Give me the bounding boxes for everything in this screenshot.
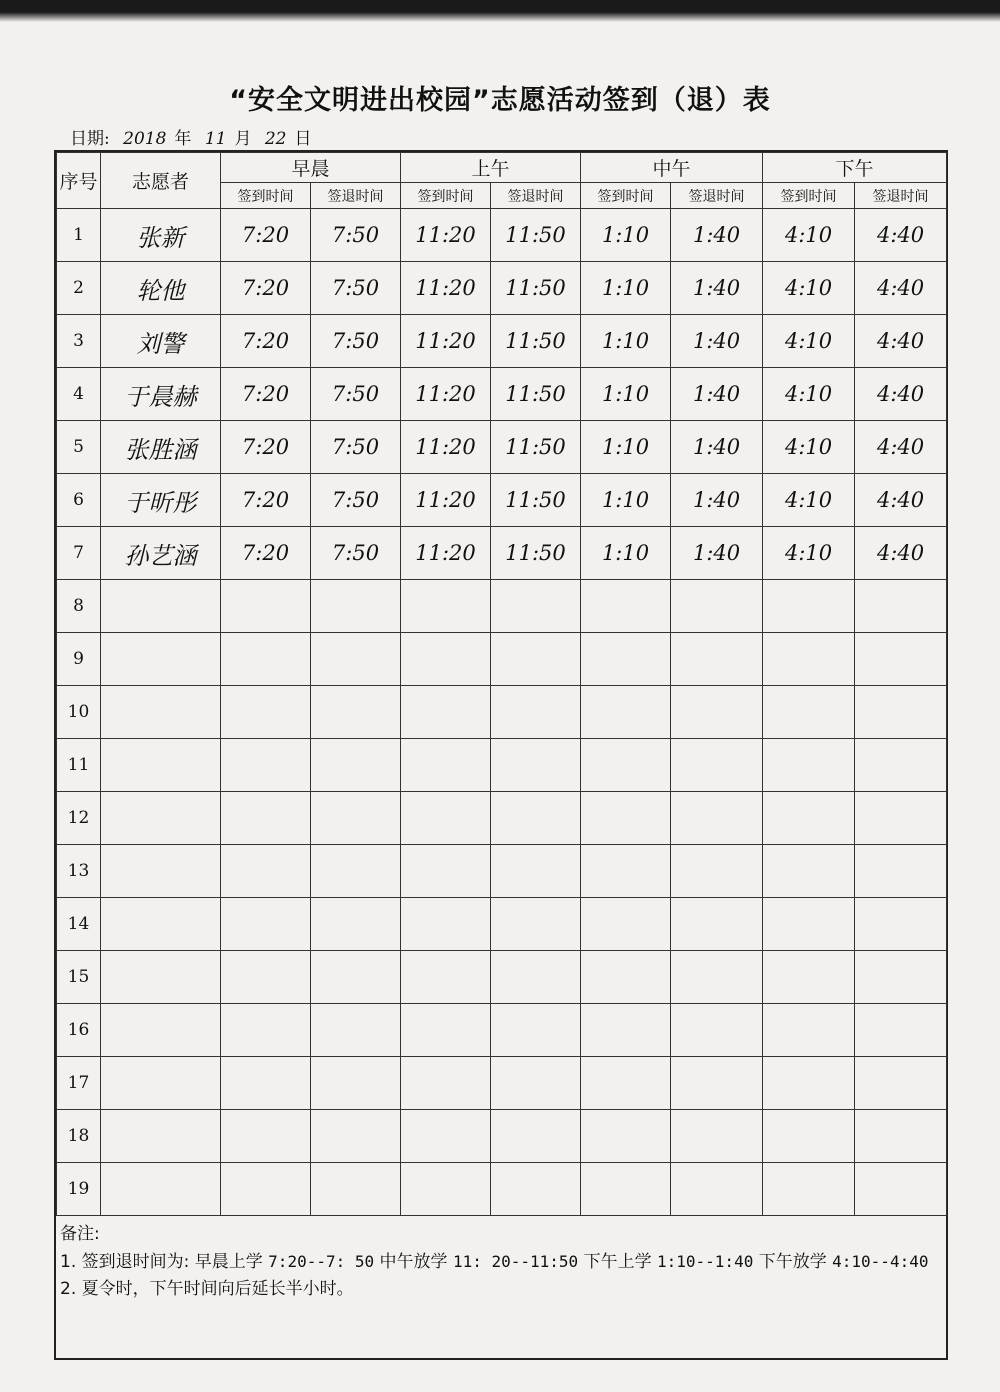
row-index: 15 [57,951,101,1004]
table-row [57,209,947,262]
row-index: 18 [57,1110,101,1163]
volunteer-signature [101,792,221,845]
sign-in-time-cell [581,845,671,898]
sign-in-time-cell: 4:10 [763,527,855,580]
volunteer-signature: 于昕彤 [101,474,221,527]
volunteer-signature: 刘警 [101,315,221,368]
sign-out-time-cell: 1:40 [671,368,763,421]
sign-out-time-cell [671,1057,763,1110]
sign-in-time-cell: 4:10 [763,421,855,474]
sign-out-time-cell: 4:40 [855,527,947,580]
sign-in-time-cell [401,686,491,739]
sign-in-time-cell [763,1057,855,1110]
date-day: 22 [264,129,287,149]
sign-in-time-cell [581,951,671,1004]
sign-out-time-cell [671,951,763,1004]
sign-out-time-cell [855,686,947,739]
sign-in-time-cell: 4:10 [763,368,855,421]
sign-in-time-cell: 7:20 [221,474,311,527]
sign-in-time-cell [763,633,855,686]
sign-out-time-cell [671,739,763,792]
sign-out-time-cell [311,739,401,792]
sign-out-time-cell [311,633,401,686]
header-sign-out: 签退时间 [671,183,763,209]
sign-out-time-cell [855,633,947,686]
table-row [57,1163,947,1216]
sign-in-time-cell: 1:10 [581,262,671,315]
volunteer-signature [101,898,221,951]
header-period-morning: 早晨 [221,153,401,183]
sign-in-time-cell [763,1163,855,1216]
sign-out-time-cell: 11:50 [491,209,581,262]
sign-in-time-cell: 7:20 [221,209,311,262]
volunteer-signature: 张新 [101,209,221,262]
sign-out-time-cell: 4:40 [855,368,947,421]
notes-morning-range: 7:20--7: 50 [268,1252,375,1271]
sign-out-time-cell [855,1110,947,1163]
sign-in-time-cell [401,792,491,845]
header-volunteer: 志愿者 [101,153,221,209]
date-month: 11 [204,129,227,149]
sign-in-time-cell: 7:20 [221,262,311,315]
table-row [57,739,947,792]
header-sign-in: 签到时间 [581,183,671,209]
sign-in-time-cell [581,739,671,792]
sign-out-time-cell [855,1057,947,1110]
sign-out-time-cell: 11:50 [491,421,581,474]
header-sign-in: 签到时间 [401,183,491,209]
notes-noon-range: 11: 20--11:50 [452,1252,579,1271]
sign-out-time-cell: 11:50 [491,527,581,580]
sign-out-time-cell [491,1110,581,1163]
volunteer-signature [101,686,221,739]
table-body [57,209,947,1216]
sign-out-time-cell: 1:40 [671,527,763,580]
sign-in-time-cell: 11:20 [401,262,491,315]
sign-out-time-cell: 1:40 [671,421,763,474]
sign-in-time-cell: 4:10 [763,315,855,368]
volunteer-signature [101,1163,221,1216]
sign-in-time-cell [221,951,311,1004]
table-row [57,1004,947,1057]
date-label: 日期: [70,129,110,149]
header-index: 序号 [57,153,101,209]
header-sign-out: 签退时间 [491,183,581,209]
volunteer-signature [101,739,221,792]
sign-in-time-cell [581,633,671,686]
sign-out-time-cell [311,951,401,1004]
sign-out-time-cell [491,580,581,633]
sign-in-time-cell [401,845,491,898]
sign-out-time-cell [311,845,401,898]
sign-in-time-cell [401,1057,491,1110]
sign-in-time-cell [763,1110,855,1163]
sign-in-time-cell [221,792,311,845]
sign-in-time-cell: 7:20 [221,315,311,368]
sign-in-time-cell: 11:20 [401,368,491,421]
sign-out-time-cell: 4:40 [855,315,947,368]
sign-in-time-cell [581,1163,671,1216]
sign-out-time-cell [671,792,763,845]
date-day-unit: 日 [294,129,312,149]
sign-out-time-cell [671,580,763,633]
row-index: 14 [57,898,101,951]
row-index: 5 [57,421,101,474]
sign-in-time-cell: 11:20 [401,474,491,527]
table-row [57,951,947,1004]
sign-in-time-cell [581,792,671,845]
table-row [57,898,947,951]
table-row [57,368,947,421]
row-index: 11 [57,739,101,792]
sign-in-time-cell: 7:20 [221,421,311,474]
sign-out-time-cell [855,580,947,633]
sign-in-time-cell [581,1057,671,1110]
sign-out-time-cell: 11:50 [491,368,581,421]
row-index: 7 [57,527,101,580]
volunteer-signature: 于晨赫 [101,368,221,421]
sign-out-time-cell: 7:50 [311,368,401,421]
sign-in-time-cell: 4:10 [763,262,855,315]
sign-out-time-cell [671,633,763,686]
table-row [57,845,947,898]
sign-in-time-cell [401,898,491,951]
sign-in-time-cell [763,739,855,792]
sign-in-time-cell [401,1163,491,1216]
volunteer-signature [101,1004,221,1057]
table-row [57,633,947,686]
sign-in-time-cell [221,1163,311,1216]
volunteer-signature [101,633,221,686]
sign-in-time-cell [221,845,311,898]
page-title: “安全文明进出校园”志愿活动签到（退）表 [229,85,771,116]
sign-out-time-cell: 4:40 [855,262,947,315]
sign-in-time-cell [221,1004,311,1057]
table-row [57,421,947,474]
sign-out-time-cell [311,580,401,633]
volunteer-signature: 轮他 [101,262,221,315]
notes-afternoon-out-label: 下午放学 [758,1252,827,1272]
header-sign-in: 签到时间 [221,183,311,209]
sign-in-time-cell [401,633,491,686]
date-year-unit: 年 [174,129,192,149]
header-period-forenoon: 上午 [401,153,581,183]
sign-out-time-cell [491,633,581,686]
sign-out-time-cell [491,1004,581,1057]
volunteer-signature [101,1110,221,1163]
volunteer-signature [101,580,221,633]
row-index: 12 [57,792,101,845]
sign-in-time-cell [221,898,311,951]
row-index: 19 [57,1163,101,1216]
sign-out-time-cell [671,845,763,898]
sign-out-time-cell: 7:50 [311,527,401,580]
table-row [57,686,947,739]
row-index: 13 [57,845,101,898]
sign-out-time-cell: 1:40 [671,315,763,368]
sign-out-time-cell [855,1004,947,1057]
sign-out-time-cell: 7:50 [311,315,401,368]
sign-out-time-cell: 4:40 [855,474,947,527]
row-index: 8 [57,580,101,633]
sign-in-time-cell [763,686,855,739]
sign-out-time-cell: 11:50 [491,315,581,368]
sign-out-time-cell [671,686,763,739]
sign-in-time-cell: 4:10 [763,209,855,262]
sign-out-time-cell [855,845,947,898]
table-row [57,792,947,845]
sign-in-time-cell [581,686,671,739]
sign-out-time-cell [671,1004,763,1057]
sign-in-time-cell [221,739,311,792]
sign-in-time-cell [581,898,671,951]
sign-out-time-cell [311,1163,401,1216]
sign-in-time-cell [401,951,491,1004]
sign-in-time-cell [401,580,491,633]
sign-out-time-cell: 1:40 [671,262,763,315]
sign-out-time-cell [311,686,401,739]
sign-in-time-cell: 7:20 [221,368,311,421]
signin-table [56,152,947,1216]
notes-afternoon-out-range: 4:10--4:40 [832,1252,929,1271]
sign-out-time-cell [311,1110,401,1163]
sign-out-time-cell: 11:50 [491,474,581,527]
sign-out-time-cell [671,1163,763,1216]
sign-in-time-cell: 11:20 [401,527,491,580]
table-row [57,580,947,633]
sign-out-time-cell [491,1163,581,1216]
row-index: 1 [57,209,101,262]
sign-in-time-cell [221,1110,311,1163]
sign-in-time-cell: 11:20 [401,315,491,368]
sign-in-time-cell [581,580,671,633]
sign-out-time-cell: 11:50 [491,262,581,315]
table-row [57,474,947,527]
row-index: 2 [57,262,101,315]
sign-out-time-cell [491,686,581,739]
volunteer-signature: 孙艺涵 [101,527,221,580]
sign-out-time-cell [491,792,581,845]
notes-afternoon-in-label: 下午上学 [583,1252,652,1272]
sign-out-time-cell: 4:40 [855,421,947,474]
notes-heading: 备注: [60,1224,100,1244]
sign-out-time-cell [311,1057,401,1110]
sign-out-time-cell: 1:40 [671,474,763,527]
row-index: 16 [57,1004,101,1057]
sign-out-time-cell [311,898,401,951]
row-index: 6 [57,474,101,527]
scan-edge-shadow [0,0,1000,22]
date-year: 2018 [123,129,167,149]
notes-line-2: 2. 夏令时，下午时间向后延长半小时。 [60,1279,354,1299]
sign-out-time-cell [491,845,581,898]
sign-in-time-cell [763,845,855,898]
table-row [57,527,947,580]
date-month-unit: 月 [234,129,252,149]
sign-in-time-cell: 1:10 [581,474,671,527]
sign-out-time-cell: 4:40 [855,209,947,262]
row-index: 9 [57,633,101,686]
sign-in-time-cell [221,580,311,633]
sign-in-time-cell [401,739,491,792]
sign-in-time-cell: 1:10 [581,368,671,421]
sign-out-time-cell [311,1004,401,1057]
notes-noon-label: 中午放学 [379,1252,448,1272]
date-line [70,124,312,149]
sign-in-time-cell [401,1004,491,1057]
notes-line-1-intro: 1. 签到退时间为: 早晨上学 [60,1252,263,1272]
sign-in-time-cell [763,898,855,951]
row-index: 3 [57,315,101,368]
sign-in-time-cell [581,1110,671,1163]
sign-in-time-cell [763,580,855,633]
sign-out-time-cell [855,898,947,951]
sign-in-time-cell: 1:10 [581,527,671,580]
sign-in-time-cell [763,951,855,1004]
sign-in-time-cell: 11:20 [401,421,491,474]
sign-out-time-cell [491,951,581,1004]
sign-in-time-cell [581,1004,671,1057]
sign-out-time-cell: 7:50 [311,262,401,315]
signin-sheet [54,150,948,1360]
volunteer-signature [101,1057,221,1110]
sign-out-time-cell [855,739,947,792]
sign-in-time-cell [763,1004,855,1057]
sign-out-time-cell: 7:50 [311,209,401,262]
volunteer-signature: 张胜涵 [101,421,221,474]
header-period-noon: 中午 [581,153,763,183]
notes-section [56,1215,946,1303]
row-index: 17 [57,1057,101,1110]
table-row [57,1057,947,1110]
notes-line-1 [60,1248,942,1276]
sign-in-time-cell: 1:10 [581,209,671,262]
sign-out-time-cell [311,792,401,845]
row-index: 10 [57,686,101,739]
sign-out-time-cell [491,898,581,951]
table-row [57,315,947,368]
sign-in-time-cell [221,633,311,686]
header-sign-in: 签到时间 [763,183,855,209]
sign-out-time-cell: 1:40 [671,209,763,262]
sign-in-time-cell [221,686,311,739]
sign-in-time-cell: 11:20 [401,209,491,262]
sign-in-time-cell [221,1057,311,1110]
sign-in-time-cell [763,792,855,845]
sign-out-time-cell: 7:50 [311,421,401,474]
sign-out-time-cell [491,1057,581,1110]
header-sign-out: 签退时间 [311,183,401,209]
volunteer-signature [101,845,221,898]
sign-out-time-cell: 7:50 [311,474,401,527]
table-row [57,262,947,315]
sign-in-time-cell [401,1110,491,1163]
sign-in-time-cell: 7:20 [221,527,311,580]
sign-out-time-cell [491,739,581,792]
notes-afternoon-in-range: 1:10--1:40 [657,1252,754,1271]
row-index: 4 [57,368,101,421]
sign-out-time-cell [671,1110,763,1163]
sign-in-time-cell: 4:10 [763,474,855,527]
header-period-afternoon: 下午 [763,153,947,183]
sign-out-time-cell [855,1163,947,1216]
sign-out-time-cell [855,792,947,845]
sign-in-time-cell: 1:10 [581,421,671,474]
volunteer-signature [101,951,221,1004]
table-row [57,1110,947,1163]
header-sign-out: 签退时间 [855,183,947,209]
sign-out-time-cell [671,898,763,951]
sign-out-time-cell [855,951,947,1004]
sign-in-time-cell: 1:10 [581,315,671,368]
